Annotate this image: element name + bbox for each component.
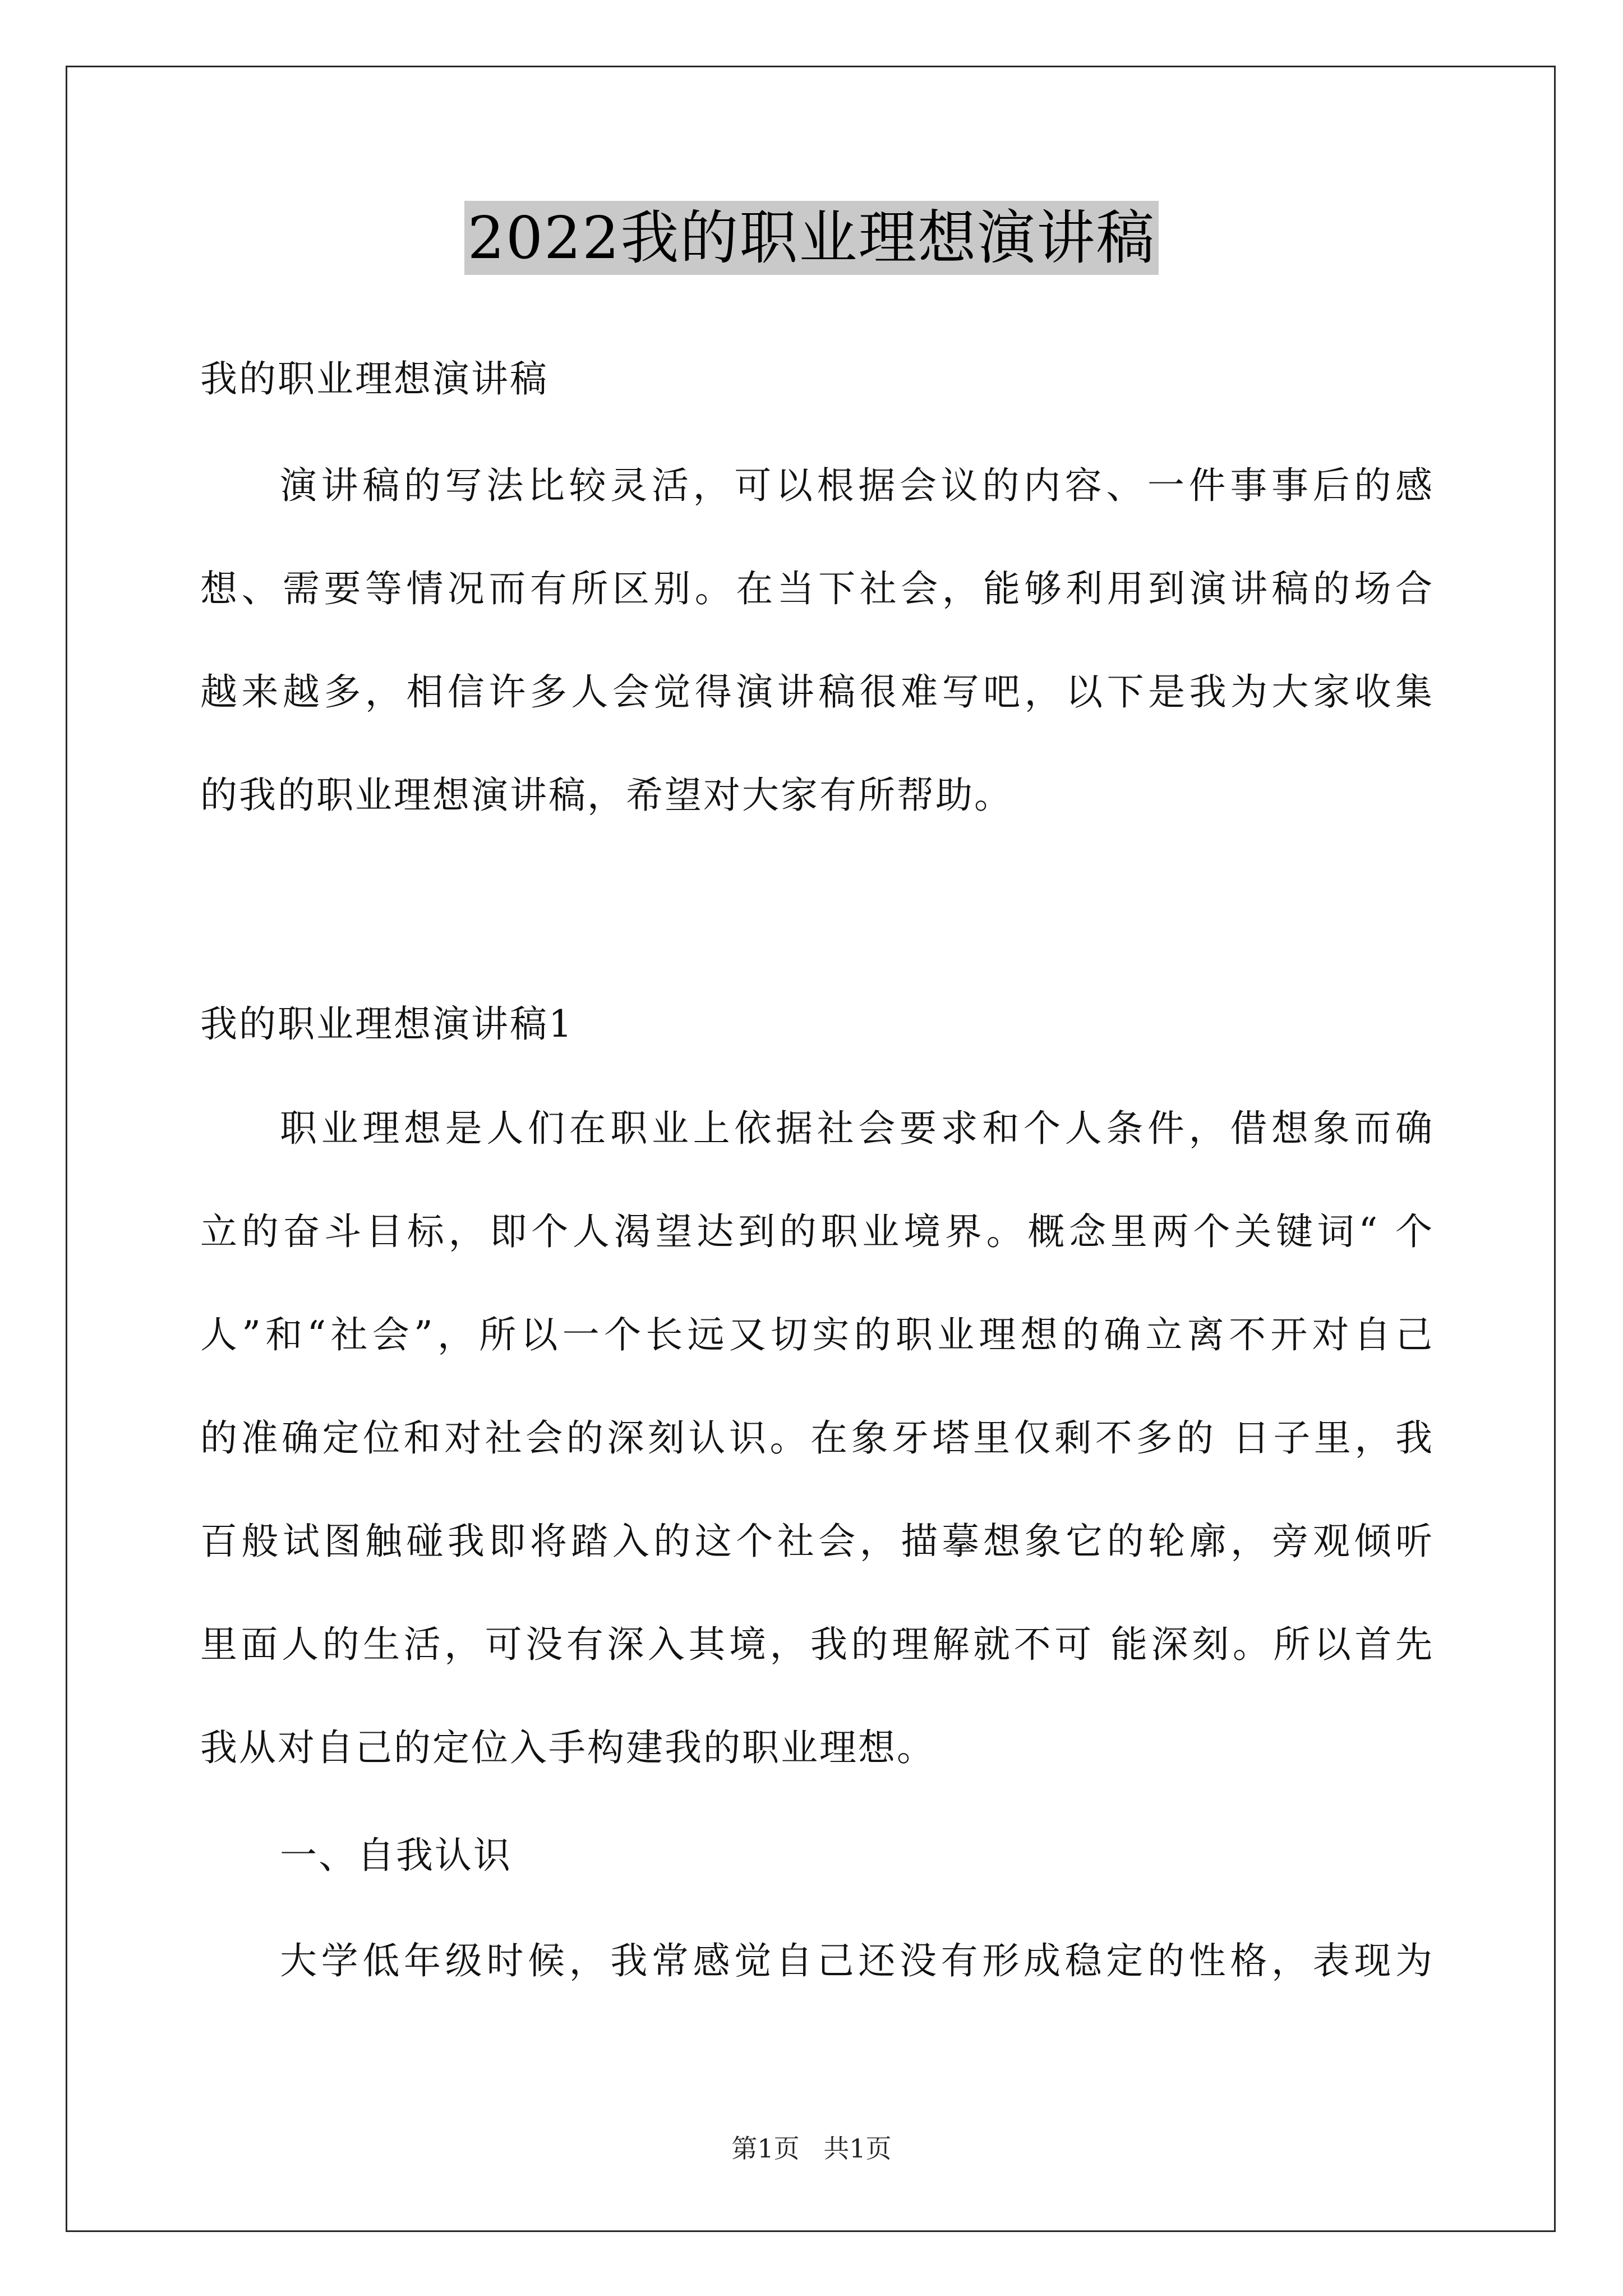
intro-line-4: 的我的职业理想演讲稿，希望对大家有所帮助。 (200, 774, 1013, 817)
body-line-4: 的准确定位和对社会的深刻认识。在象牙塔里仅剩不多的 日子里，我 (200, 1416, 1434, 1460)
body-line-6: 里面人的生活，可没有深入其境，我的理解就不可 能深刻。所以首先 (200, 1623, 1434, 1666)
intro-line-3: 越来越多，相信许多人会觉得演讲稿很难写吧，以下是我为大家收集 (200, 670, 1434, 714)
body-line-5: 百般试图触碰我即将踏入的这个社会，描摹想象它的轮廓，旁观倾听 (200, 1520, 1434, 1563)
section-heading: 我的职业理想演讲稿1 (200, 1002, 574, 1046)
body-line-7: 我从对自己的定位入手构建我的职业理想。 (200, 1726, 935, 1769)
subheading: 一、自我认识 (280, 1834, 512, 1877)
page-number-current: 第1页 (731, 2133, 800, 2164)
intro-line-2: 想、需要等情况而有所区别。在当下社会，能够利用到演讲稿的场合 (200, 567, 1434, 610)
page-footer (0, 2132, 1623, 2165)
document-subtitle: 我的职业理想演讲稿 (200, 357, 548, 401)
last-body-line: 大学低年级时候，我常感觉自己还没有形成稳定的性格，表现为 (280, 1939, 1434, 1982)
title-container (0, 201, 1623, 275)
body-line-3: 人”和“社会”，所以一个长远又切实的职业理想的确立离不开对自己 (200, 1313, 1434, 1356)
body-line-1: 职业理想是人们在职业上依据社会要求和个人条件，借想象而确 (280, 1107, 1434, 1150)
page-number-total: 共1页 (823, 2133, 892, 2164)
body-line-2: 立的奋斗目标，即个人渴望达到的职业境界。概念里两个关键词“ 个 (200, 1210, 1434, 1253)
intro-line-1: 演讲稿的写法比较灵活，可以根据会议的内容、一件事事后的感 (280, 464, 1434, 507)
document-title: 2022我的职业理想演讲稿 (464, 201, 1159, 275)
